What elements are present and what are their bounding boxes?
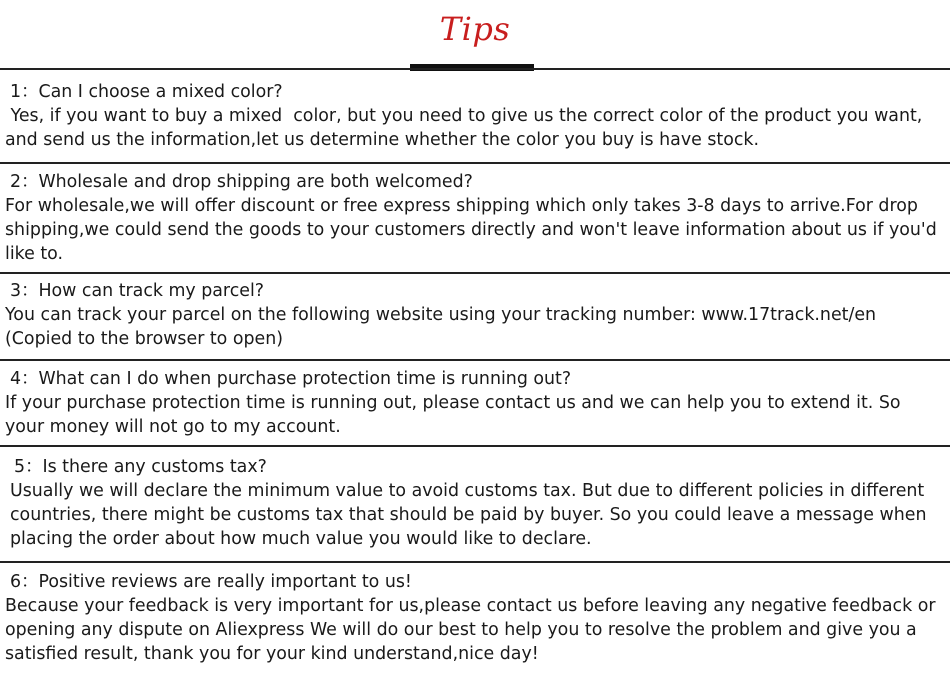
- faq-question-2: 2：Wholesale and drop shipping are both welcomed?: [10, 172, 473, 192]
- faq-answer-2: For wholesale,we will offer discount or free express shipping which only takes 3-8 days to arrive.For drop shipping,we could send the goods to your customers directly and won't leave information about us if you'd like to.: [5, 196, 943, 264]
- divider: [0, 359, 950, 361]
- faq-item-2: [0, 170, 950, 266]
- divider: [0, 162, 950, 164]
- faq-answer-1: Yes, if you want to buy a mixed color, but you need to give us the correct color of the product you want, and send us the information,let us determine whether the color you buy is have stock.: [5, 106, 928, 150]
- faq-item-1: [0, 80, 950, 152]
- faq-question-6: 6：Positive reviews are really important to us!: [10, 572, 412, 592]
- faq-answer-5: Usually we will declare the minimum value to avoid customs tax. But due to different policies in different countries, there might be customs tax that should be paid by buyer. So you could leave a message when placing the order about how much value you would like to declare.: [10, 481, 933, 549]
- faq-question-5: 5：Is there any customs tax?: [14, 457, 267, 477]
- faq-item-5: [0, 455, 950, 551]
- faq-item-3: [0, 279, 950, 351]
- divider: [0, 561, 950, 563]
- faq-question-1: 1：Can I choose a mixed color?: [10, 82, 283, 102]
- page-title: Tips: [439, 10, 511, 48]
- divider: [0, 445, 950, 447]
- faq-answer-6: Because your feedback is very important for us,please contact us before leaving any negative feedback or opening any dispute on Aliexpress We will do our best to help you to resolve the problem and give you a satisfied result, thank you for your kind understand,nice day!: [5, 596, 942, 664]
- faq-item-4: [0, 367, 950, 439]
- divider: [0, 68, 950, 70]
- faq-question-4: 4：What can I do when purchase protection time is running out?: [10, 369, 572, 389]
- faq-item-6: [0, 570, 950, 666]
- divider: [0, 272, 950, 274]
- faq-answer-4: If your purchase protection time is running out, please contact us and we can help you to extend it. So your money will not go to my account.: [5, 393, 907, 437]
- faq-answer-3: You can track your parcel on the following website using your tracking number: www.17track.net/en (Copied to the browser to open): [5, 305, 882, 349]
- faq-question-3: 3：How can track my parcel?: [10, 281, 265, 301]
